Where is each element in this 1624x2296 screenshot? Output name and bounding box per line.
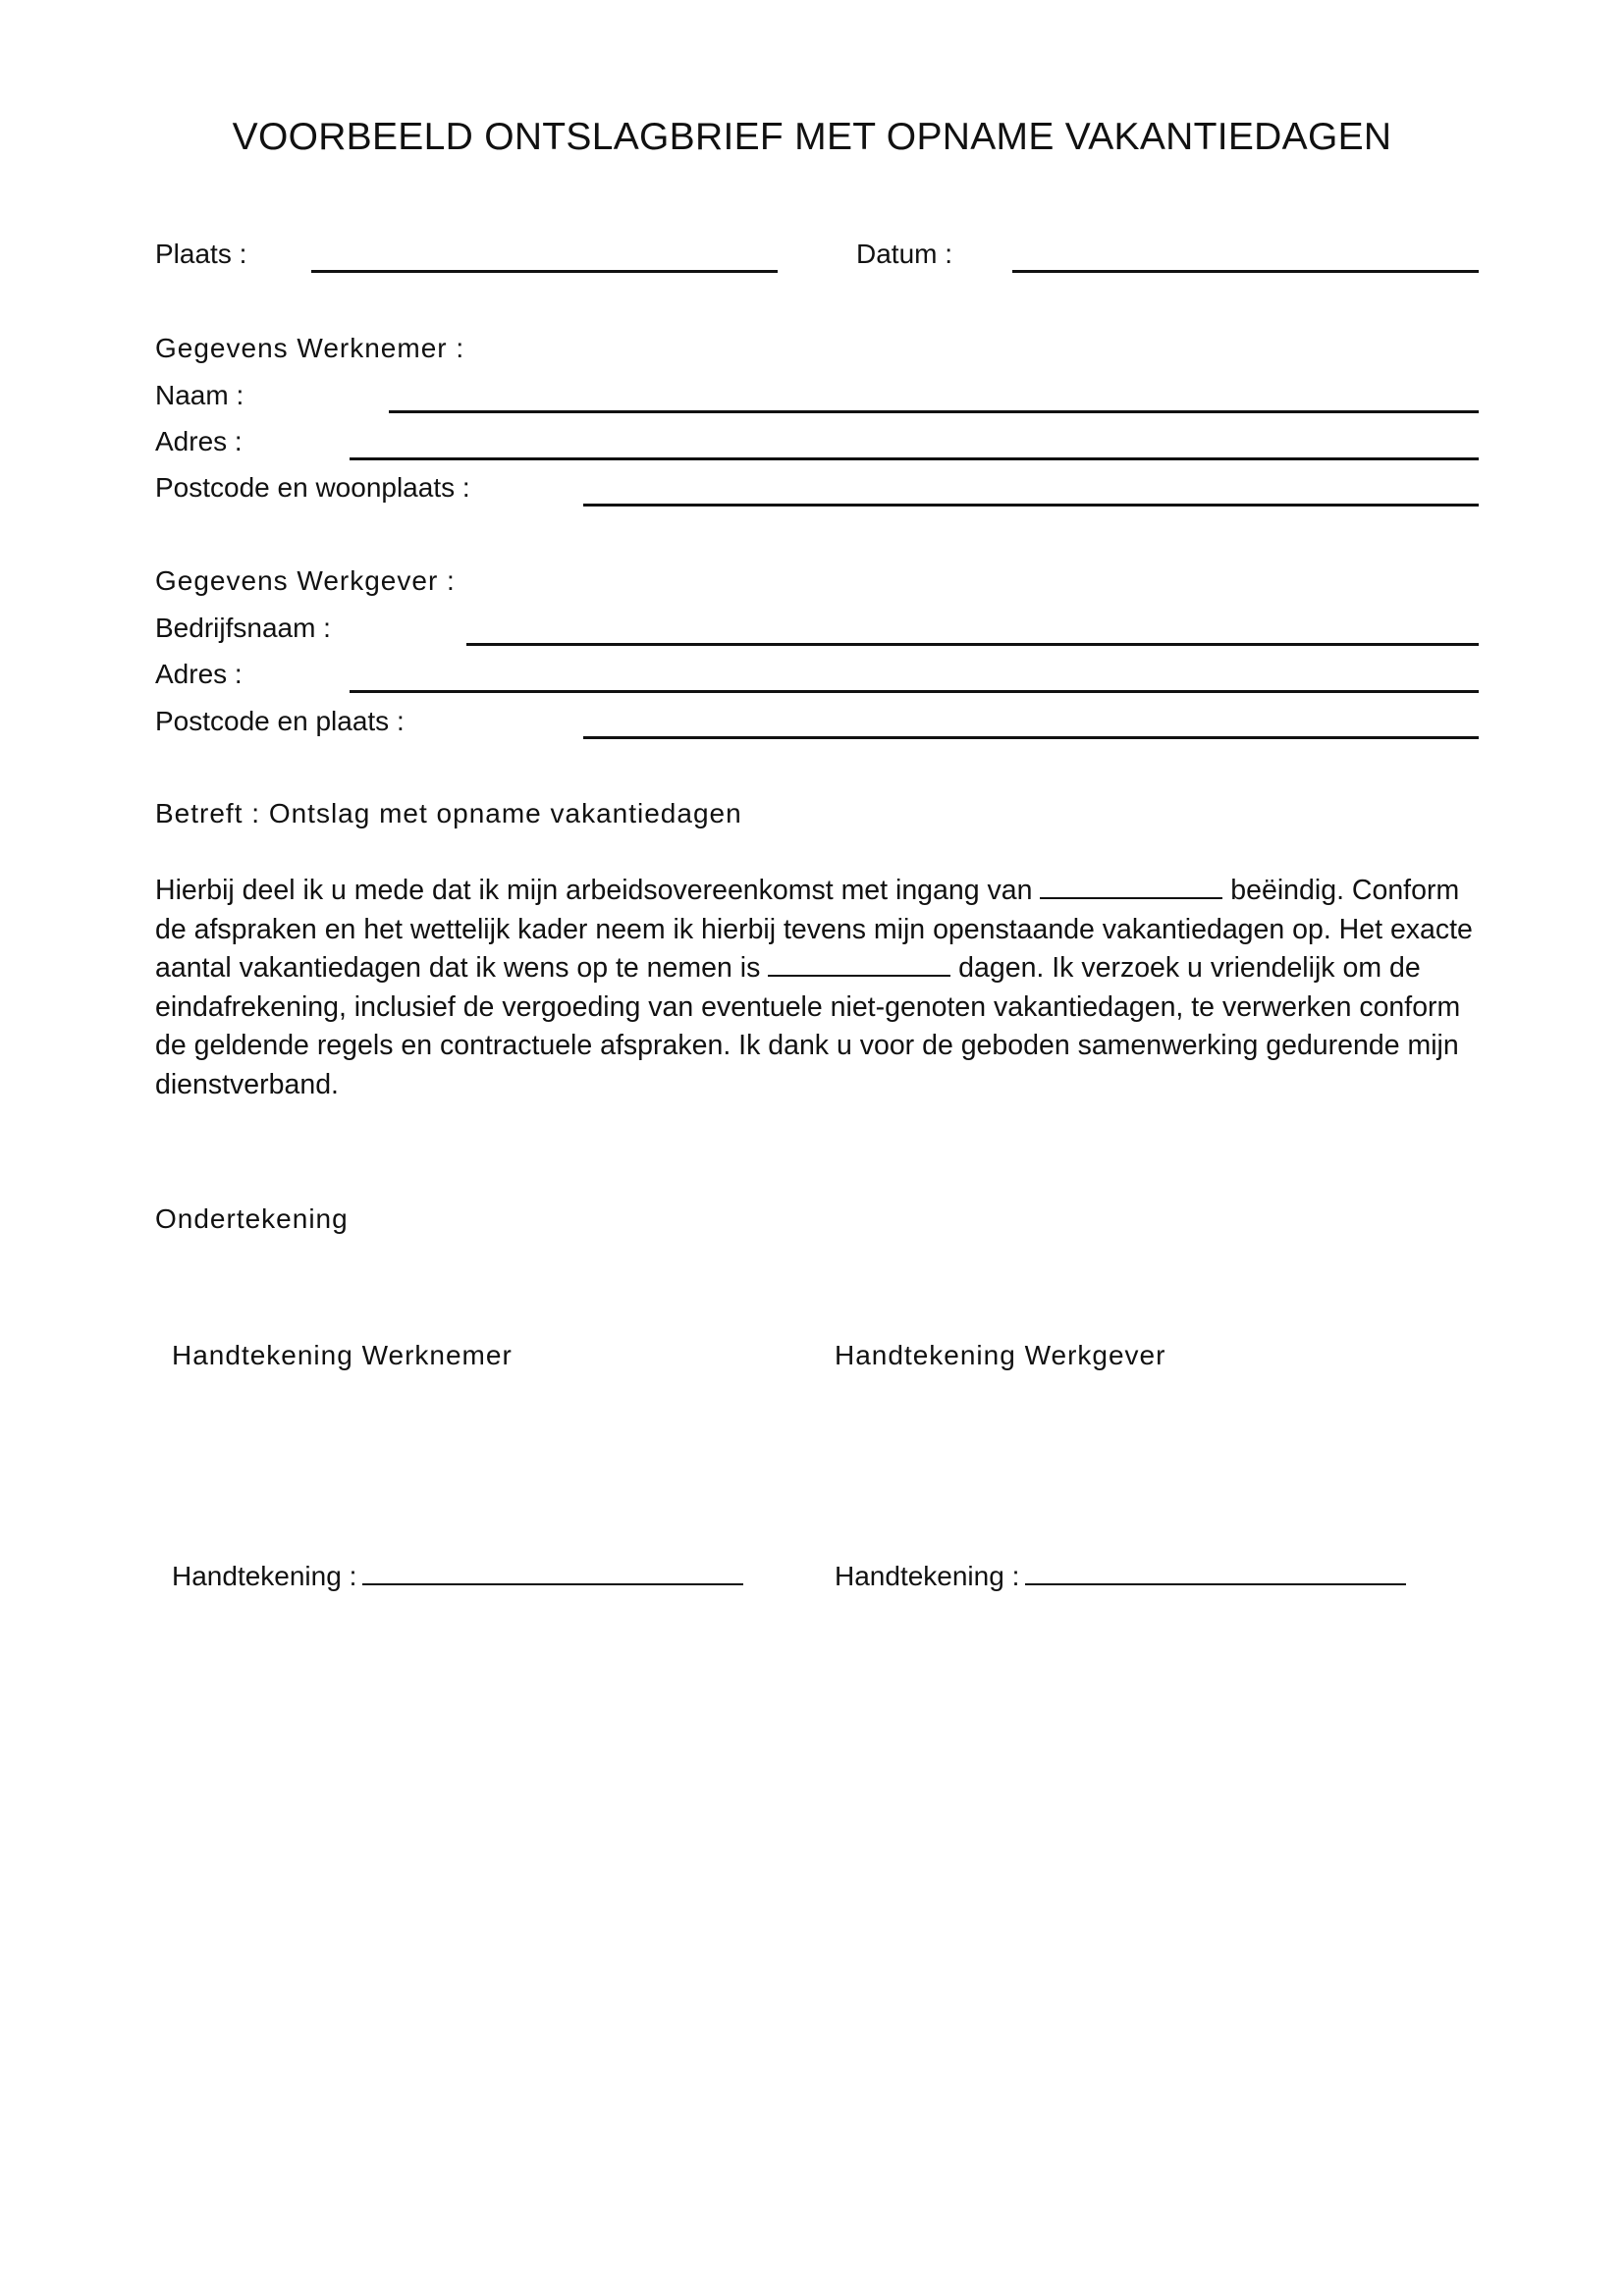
employer-postal-line[interactable]: [583, 736, 1479, 739]
place-field-line[interactable]: [311, 270, 778, 273]
employee-name-line[interactable]: [389, 410, 1479, 413]
employer-signature-heading: Handtekening Werkgever: [835, 1340, 1166, 1370]
employer-signature-label: Handtekening :: [835, 1561, 1020, 1591]
vacation-days-blank[interactable]: [768, 951, 950, 977]
employee-postal-line[interactable]: [583, 504, 1479, 507]
employer-signature-line[interactable]: [1025, 1560, 1406, 1585]
employer-address-line[interactable]: [350, 690, 1479, 693]
employee-signature-line[interactable]: [362, 1560, 743, 1585]
subject-line: Betreft : Ontslag met opname vakantiedagen: [155, 798, 742, 828]
employer-address-label: Adres :: [155, 659, 243, 689]
employer-company-label: Bedrijfsnaam :: [155, 613, 331, 643]
employee-signature-heading: Handtekening Werknemer: [172, 1340, 513, 1370]
employer-heading: Gegevens Werkgever :: [155, 565, 456, 596]
employee-signature-row: [172, 1560, 743, 1593]
employee-address-line[interactable]: [350, 457, 1479, 460]
date-field-line[interactable]: [1012, 270, 1479, 273]
date-label: Datum :: [856, 239, 953, 269]
employer-company-line[interactable]: [466, 643, 1479, 646]
employee-address-label: Adres :: [155, 426, 243, 456]
letter-body-part-3: dagen. Ik verzoek u vriendelijk om de eindafrekening, inclusief de vergoeding van eventuele niet-genoten vakantiedagen, te verwerken conform de geldende regels en contractuele afspraken. Ik dank u voor de geboden samenwerking gedurende mijn dienstverband.: [155, 952, 1461, 1100]
employee-heading: Gegevens Werknemer :: [155, 333, 465, 363]
end-date-blank[interactable]: [1040, 874, 1222, 899]
employer-signature-row: [835, 1560, 1406, 1593]
letter-body-part-1: Hierbij deel ik u mede dat ik mijn arbeidsovereenkomst met ingang van: [155, 875, 1033, 906]
letter-body: [155, 872, 1481, 1104]
signing-heading: Ondertekening: [155, 1203, 349, 1234]
employer-postal-label: Postcode en plaats :: [155, 706, 405, 736]
place-label: Plaats :: [155, 239, 247, 269]
employee-name-label: Naam :: [155, 380, 244, 410]
document-title: VOORBEELD ONTSLAGBRIEF MET OPNAME VAKANTIEDAGEN: [232, 116, 1392, 158]
employee-signature-label: Handtekening :: [172, 1561, 357, 1591]
letter-body-part-2: beëindig. Conform de afspraken en het wettelijk kader neem ik hierbij tevens mijn openstaande vakantiedagen op. Het exacte aantal vakantiedagen dat ik wens op te nemen is: [155, 875, 1473, 984]
employee-postal-label: Postcode en woonplaats :: [155, 472, 470, 503]
